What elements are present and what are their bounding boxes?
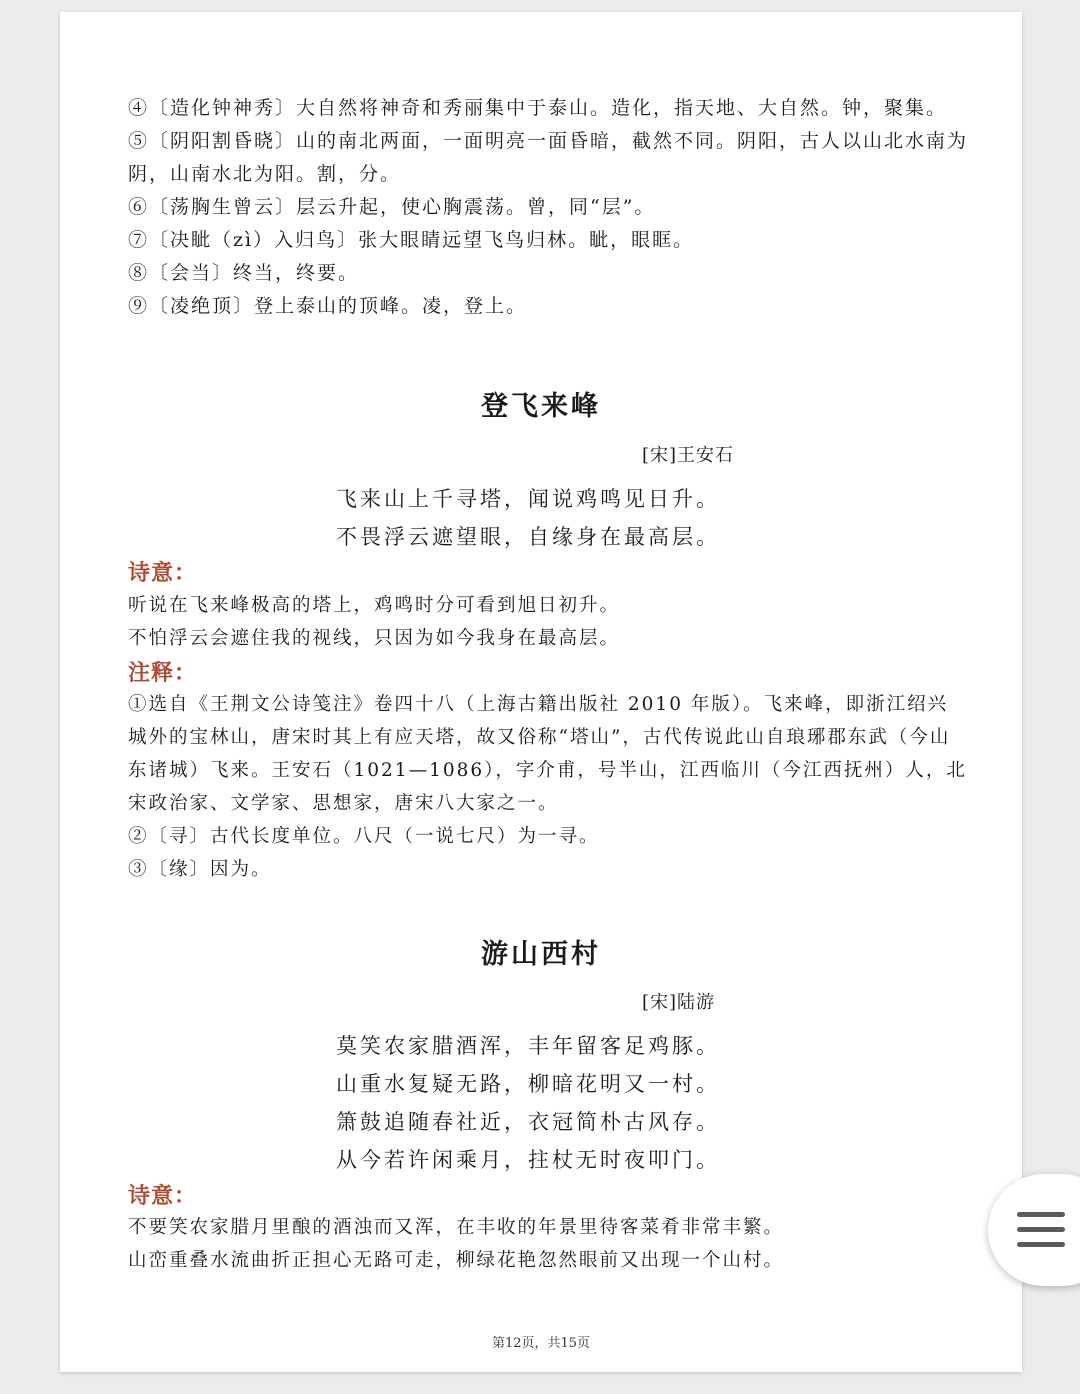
poem-line: 山重水复疑无路，柳暗花明又一村。 — [336, 1072, 720, 1096]
note-item: ⑤〔阴阳割昏晓〕山的南北两面，一面明亮一面昏暗，截然不同。阴阳，古人以山北水南为阴，山南水北为阳。割，分。 — [128, 130, 969, 185]
note-item: ⑦〔决眦（zì）入归鸟〕张大眼睛远望飞鸟归林。眦，眼眶。 — [128, 229, 695, 251]
meaning-heading: 诗意： — [128, 560, 198, 586]
note-item: ①选自《王荆文公诗笺注》卷四十八（上海古籍出版社 2010 年版）。飞来峰，即浙江绍兴城外的宝林山，唐宋时其上有应天塔，故又俗称“塔山”，古代传说此山自琅琊郡东武（今山东诸城）飞来。王安石（1021—1086），字介甫，号半山，江西临川（今江西抚州）人，北宋政治家、文学家、思想家，唐宋八大家之一。 — [128, 694, 967, 814]
poem-body — [336, 1027, 720, 1179]
page-number: 第12页，共15页 — [491, 1336, 591, 1351]
meaning-text — [128, 1211, 968, 1277]
notes-heading: 注释： — [128, 660, 198, 686]
note-item: ⑨〔凌绝顶〕登上泰山的顶峰。凌，登上。 — [128, 295, 528, 317]
poem-line: 莫笑农家腊酒浑，丰年留客足鸡豚。 — [336, 1034, 720, 1058]
notes-text — [128, 688, 968, 886]
meaning-line: 听说在飞来峰极高的塔上，鸡鸣时分可看到旭日初升。 — [128, 595, 621, 616]
meaning-heading: 诗意： — [128, 1183, 198, 1209]
poem-line: 飞来山上千寻塔，闻说鸡鸣见日升。 — [336, 487, 720, 511]
document-page — [60, 12, 1022, 1372]
poem-author: [宋]王安石 — [642, 445, 735, 466]
poem-title: 游山西村 — [481, 939, 601, 970]
poem-body — [336, 480, 720, 556]
note-item: ②〔寻〕古代长度单位。八尺（一说七尺）为一寻。 — [128, 826, 600, 847]
poem-line: 从今若许闲乘月，拄杖无时夜叩门。 — [336, 1148, 720, 1172]
note-item: ⑥〔荡胸生曾云〕层云升起，使心胸震荡。曾，同“层”。 — [128, 196, 656, 218]
note-item: ④〔造化钟神秀〕大自然将神奇和秀丽集中于泰山。造化，指天地、大自然。钟，聚集。 — [128, 97, 948, 119]
meaning-line: 不要笑农家腊月里酿的酒浊而又浑，在丰收的年景里待客菜肴非常丰繁。 — [128, 1217, 785, 1238]
poem-line: 不畏浮云遮望眼，自缘身在最高层。 — [336, 525, 720, 549]
poem-title: 登飞来峰 — [481, 391, 601, 422]
note-item: ③〔缘〕因为。 — [128, 859, 272, 880]
poem-author: [宋]陆游 — [642, 992, 716, 1013]
poem-line: 箫鼓追随春社近，衣冠简朴古风存。 — [336, 1110, 720, 1134]
note-item: ⑧〔会当〕终当，终要。 — [128, 262, 360, 284]
notes-top — [128, 92, 968, 323]
meaning-line: 不怕浮云会遮住我的视线，只因为如今我身在最高层。 — [128, 628, 621, 649]
meaning-text — [128, 589, 968, 655]
meaning-line: 山峦重叠水流曲折正担心无路可走，柳绿花艳忽然眼前又出现一个山村。 — [128, 1250, 785, 1271]
